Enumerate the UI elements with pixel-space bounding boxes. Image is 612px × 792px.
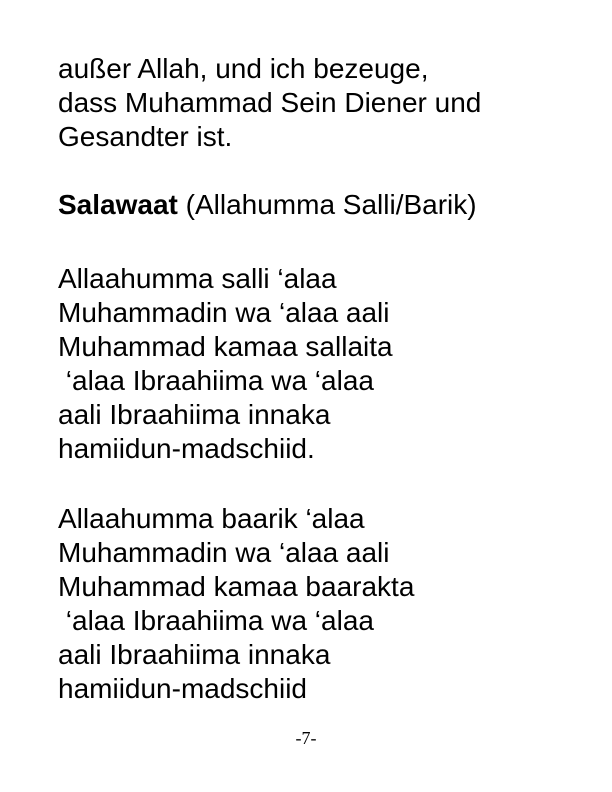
text-line: hamiidun-madschiid. <box>58 433 315 464</box>
text-line: aali Ibraahiima innaka <box>58 639 331 670</box>
text-line: dass Muhammad Sein Diener und <box>58 87 482 118</box>
heading-bold-title: Salawaat <box>58 189 178 220</box>
text-line: Muhammadin wa ‘alaa aali <box>58 537 390 568</box>
text-line: Muhammadin wa ‘alaa aali <box>58 297 390 328</box>
text-line: aali Ibraahiima innaka <box>58 399 331 430</box>
text-line: hamiidun-madschiid <box>58 673 308 704</box>
text-line: ‘alaa Ibraahiima wa ‘alaa <box>58 605 374 636</box>
text-line: ‘alaa Ibraahiima wa ‘alaa <box>58 365 374 396</box>
text-line: außer Allah, und ich bezeuge, <box>58 53 429 84</box>
text-line: Muhammad kamaa sallaita <box>58 331 393 362</box>
section-heading <box>58 188 477 222</box>
text-line: Allaahumma baarik ‘alaa <box>58 503 365 534</box>
heading-subtitle: (Allahumma Salli/Barik) <box>177 189 477 220</box>
text-line: Allaahumma salli ‘alaa <box>58 263 337 294</box>
text-line: Muhammad kamaa baarakta <box>58 571 415 602</box>
page-number: -7- <box>295 728 317 748</box>
text-line: Gesandter ist. <box>58 121 233 152</box>
